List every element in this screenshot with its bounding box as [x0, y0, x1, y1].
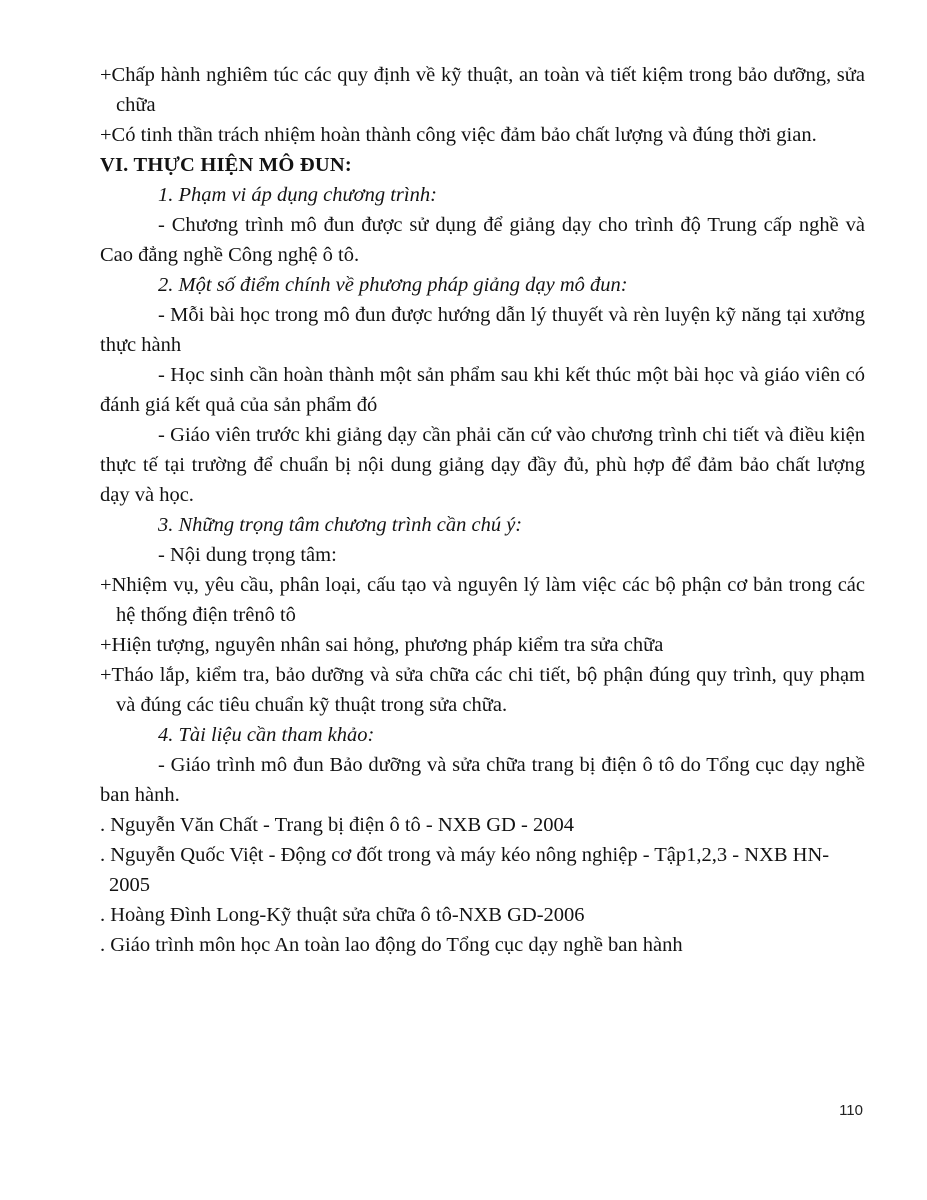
- reference-item: . Nguyễn Văn Chất - Trang bị điện ô tô - NXB GD - 2004: [100, 814, 574, 836]
- paragraph: - Chương trình mô đun được sử dụng để giảng dạy cho trình độ Trung cấp nghề và Cao đẳng nghề Công nghệ ô tô.: [100, 214, 865, 266]
- subsection-heading: 3. Những trọng tâm chương trình cần chú ý:: [158, 514, 523, 536]
- reference-item: . Nguyễn Quốc Việt - Động cơ đốt trong và máy kéo nông nghiệp - Tập1,2,3 - NXB HN-2005: [100, 844, 830, 896]
- plus-item: +Tháo lắp, kiểm tra, bảo dưỡng và sửa chữa các chi tiết, bộ phận đúng quy trình, quy phạm và đúng các tiêu chuẩn kỹ thuật trong sửa chữa.: [100, 664, 865, 716]
- paragraph: - Nội dung trọng tâm:: [158, 544, 337, 566]
- subsection-heading: 2. Một số điểm chính về phương pháp giảng dạy mô đun:: [158, 274, 628, 296]
- paragraph: - Mỗi bài học trong mô đun được hướng dẫn lý thuyết và rèn luyện kỹ năng tại xưởng thực hành: [100, 304, 865, 356]
- reference-item: . Hoàng Đình Long-Kỹ thuật sửa chữa ô tô-NXB GD-2006: [100, 904, 585, 926]
- subsection-heading: 4. Tài liệu cần tham khảo:: [158, 724, 375, 746]
- paragraph: - Giáo trình mô đun Bảo dưỡng và sửa chữa trang bị điện ô tô do Tổng cục dạy nghề ban hành.: [100, 754, 865, 806]
- reference-item: . Giáo trình môn học An toàn lao động do Tổng cục dạy nghề ban hành: [100, 934, 683, 956]
- paragraph: - Học sinh cần hoàn thành một sản phẩm sau khi kết thúc một bài học và giáo viên có đánh giá kết quả của sản phẩm đó: [100, 364, 865, 416]
- section-heading: VI. THỰC HIỆN MÔ ĐUN:: [100, 154, 352, 176]
- plus-item: +Nhiệm vụ, yêu cầu, phân loại, cấu tạo và nguyên lý làm việc các bộ phận cơ bản trong các hệ thống điện trênô tô: [100, 574, 865, 626]
- subsection-heading: 1. Phạm vi áp dụng chương trình:: [158, 184, 437, 206]
- document-body: [100, 60, 865, 960]
- plus-item: +Có tinh thần trách nhiệm hoàn thành công việc đảm bảo chất lượng và đúng thời gian.: [100, 124, 817, 146]
- plus-item: +Hiện tượng, nguyên nhân sai hỏng, phương pháp kiểm tra sửa chữa: [100, 634, 664, 656]
- plus-item: +Chấp hành nghiêm túc các quy định về kỹ thuật, an toàn và tiết kiệm trong bảo dưỡng, sửa chữa: [100, 64, 865, 116]
- paragraph: - Giáo viên trước khi giảng dạy cần phải căn cứ vào chương trình chi tiết và điều kiện thực tế tại trường để chuẩn bị nội dung giảng dạy đầy đủ, phù hợp để đảm bảo chất lượng dạy và học.: [100, 424, 865, 506]
- page-number: 110: [839, 1102, 863, 1119]
